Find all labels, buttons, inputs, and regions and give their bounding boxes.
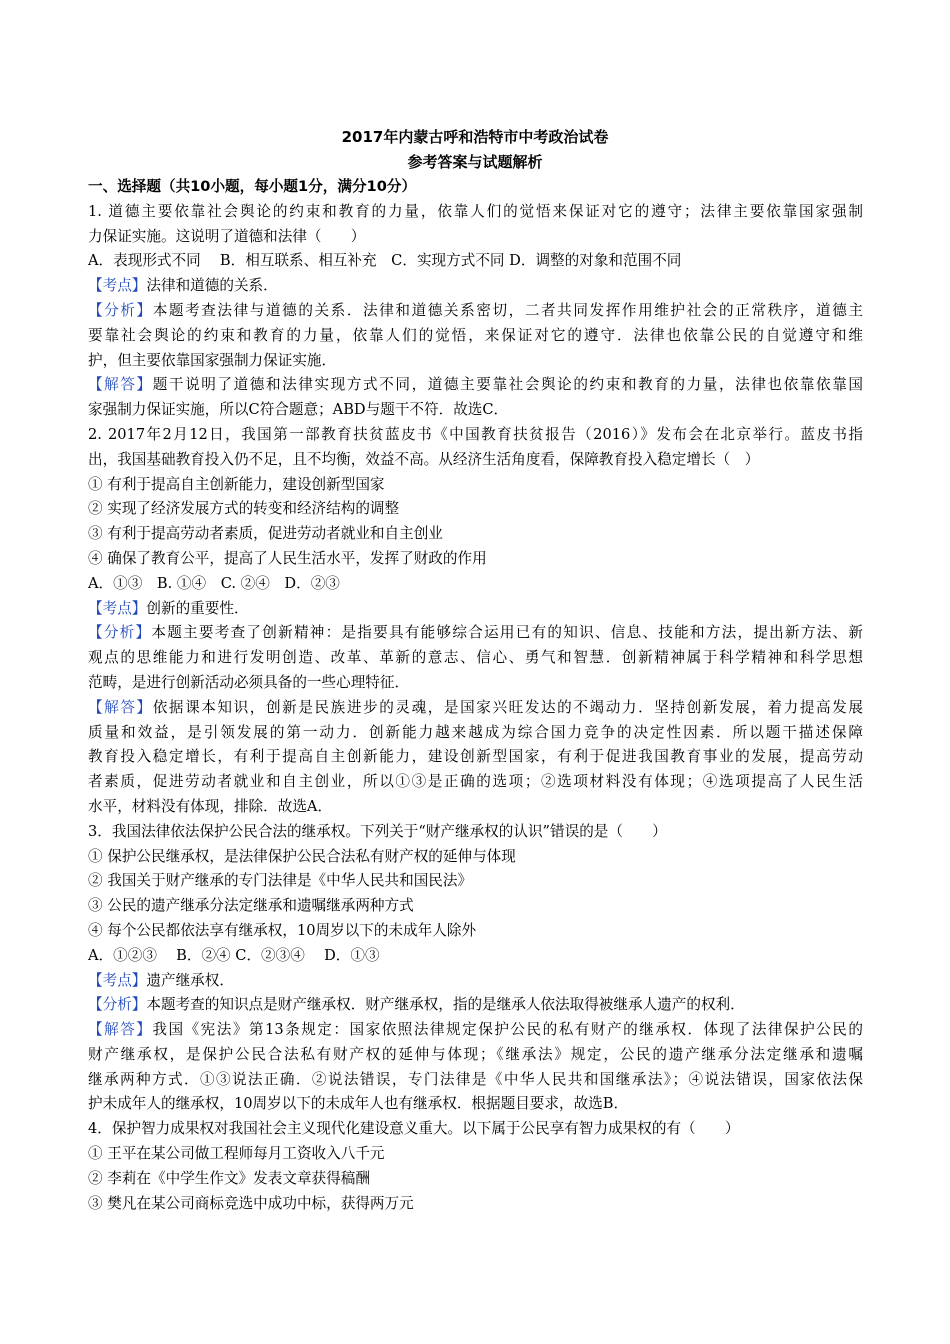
- kaodian-tag: 【考点】: [88, 599, 147, 617]
- q3-item2: ② 我国关于财产继承的专门法律是《中华人民共和国民法》: [88, 872, 473, 890]
- q2-stem-line1: 2. 2017年2月12日，我国第一部教育扶贫蓝皮书《中国教育扶贫报告（2016）》发布会在北京举行。蓝皮书指: [88, 425, 863, 443]
- q4-item1: ① 王平在某公司做工程师每月工资收入八千元: [88, 1145, 385, 1163]
- fenxi-tag: 【分析】: [88, 301, 153, 319]
- q3-jieda-line3: 继承两种方式．①③说法正确．②说法错误，专门法律是《中华人民共和国继承法》；④说法错误，国家依法保: [88, 1070, 863, 1088]
- q1-kaodian-text: 法律和道德的关系．: [146, 277, 278, 295]
- q1-jieda-line1: [88, 373, 863, 398]
- page-title: 2017年内蒙古呼和浩特市中考政治试卷: [341, 128, 609, 146]
- page-subtitle: 参考答案与试题解析: [407, 153, 543, 171]
- q3-options: A．①②③ B．②④ C．②③④ D．①③: [88, 946, 380, 964]
- q2-kaodian-text: 创新的重要性．: [146, 599, 249, 617]
- q2-item1: ① 有利于提高自主创新能力，建设创新型国家: [88, 475, 385, 493]
- q2-jieda-line5: 水平，材料没有体现，排除．故选A．: [88, 797, 333, 815]
- fenxi-tag: 【分析】: [88, 624, 152, 642]
- q2-jieda-line3: 教育投入稳定增长，有利于提高自主创新能力，建设创新型国家，有利于促进我国教育事业的发展，提高劳动: [88, 748, 863, 766]
- q4-item2: ② 李莉在《中学生作文》发表文章获得稿酬: [88, 1169, 370, 1187]
- q2-jieda-line4: 者素质，促进劳动者就业和自主创业，所以①③是正确的选项；②选项材料没有体现；④选项提高了人民生活: [88, 773, 863, 791]
- q1-fenxi-line1: [88, 299, 863, 324]
- kaodian-tag: 【考点】: [88, 971, 147, 989]
- q2-fenxi-line3: 范畴，是进行创新活动必须具备的一些心理特征．: [88, 673, 410, 691]
- q3-fenxi-text1: 本题考查的知识点是财产继承权．财产继承权，指的是继承人依法取得被继承人遗产的权利．: [146, 996, 745, 1014]
- q1-jieda-text1: 题干说明了道德和法律实现方式不同，道德主要靠社会舆论的约束和教育的力量，法律也依靠依靠国: [152, 376, 863, 394]
- jieda-tag: 【解答】: [88, 698, 153, 716]
- jieda-tag: 【解答】: [88, 376, 153, 394]
- document-body: [88, 175, 863, 1216]
- q1-fenxi-text1: 本题考查法律与道德的关系．法律和道德关系密切，二者共同发挥作用维护社会的正常秩序，道德主: [152, 301, 863, 319]
- q1-fenxi-line3: 护，但主要依靠国家强制力保证实施．: [88, 351, 337, 369]
- q3-fenxi-line1: [88, 993, 863, 1018]
- q2-fenxi-line1: [88, 621, 863, 646]
- q4-stem-line1: 4．保护智力成果权对我国社会主义现代化建设意义重大。以下属于公民享有智力成果权的有（ ）: [88, 1120, 740, 1138]
- q2-options: A．①③ B. ①④ C. ②④ D．②③: [88, 574, 340, 592]
- q2-item3: ③ 有利于提高劳动者素质，促进劳动者就业和自主创业: [88, 525, 443, 543]
- q3-kaodian-text: 遗产继承权．: [146, 971, 234, 989]
- q1-fenxi-line2: 要靠社会舆论的约束和教育的力量，依靠人们的觉悟，来保证对它的遵守．法律也依靠公民的自觉遵守和维: [88, 326, 863, 344]
- q2-jieda-text1: 依据课本知识，创新是民族进步的灵魂，是国家兴旺发达的不竭动力．坚持创新发展，着力提高发展: [152, 698, 863, 716]
- q3-stem-line1: 3．我国法律依法保护公民合法的继承权。下列关于“财产继承权的认识”错误的是（ ）: [88, 822, 667, 840]
- jieda-tag: 【解答】: [88, 1021, 153, 1039]
- q2-kaodian: [88, 597, 863, 622]
- q3-jieda-line4: 护未成年人的继承权，10周岁以下的未成年人也有继承权．根据题目要求，故选B．: [88, 1095, 629, 1113]
- q2-fenxi-line2: 观点的思维能力和进行发明创造、改革、革新的意志、信心、勇气和智慧．创新精神属于科学精神和科学思想: [88, 649, 863, 667]
- q3-jieda-text1: 我国《宪法》第13条规定：国家依照法律规定保护公民的私有财产的继承权．体现了法律保护公民的: [152, 1021, 863, 1039]
- q1-stem-line2: 力保证实施。这说明了道德和法律（ ）: [88, 227, 366, 245]
- fenxi-tag: 【分析】: [88, 996, 147, 1014]
- q2-jieda-line2: 质量和效益，是引领发展的第一动力．创新能力越来越成为综合国力竞争的决定性因素．所以题干描述保障: [88, 723, 863, 741]
- q2-jieda-line1: [88, 696, 863, 721]
- q4-item3: ③ 樊凡在某公司商标竞选中成功中标，获得两万元: [88, 1194, 414, 1212]
- q1-options: A．表现形式不同 B．相互联系、相互补充 C．实现方式不同 D．调整的对象和范围不同: [88, 252, 682, 270]
- q1-kaodian: [88, 274, 863, 299]
- kaodian-tag: 【考点】: [88, 277, 147, 295]
- q1-jieda-line2: 家强制力保证实施，所以C符合题意；ABD与题干不符．故选C．: [88, 401, 509, 419]
- q3-kaodian: [88, 969, 863, 994]
- q3-item3: ③ 公民的遗产继承分法定继承和遗嘱继承两种方式: [88, 897, 414, 915]
- q3-jieda-line1: [88, 1018, 863, 1043]
- q2-item2: ② 实现了经济发展方式的转变和经济结构的调整: [88, 500, 400, 518]
- q2-stem-line2: 出，我国基础教育投入仍不足，且不均衡，效益不高。从经济生活角度看，保障教育投入稳定增长（ ）: [88, 450, 760, 468]
- q1-stem-line1: 1. 道德主要依靠社会舆论的约束和教育的力量，依靠人们的觉悟来保证对它的遵守；法律主要依靠国家强制: [88, 202, 863, 220]
- section-heading: 一、选择题（共10小题，每小题1分，满分10分）: [88, 178, 417, 195]
- q3-item1: ① 保护公民继承权，是法律保护公民合法私有财产权的延伸与体现: [88, 847, 516, 865]
- q2-item4: ④ 确保了教育公平，提高了人民生活水平，发挥了财政的作用: [88, 549, 487, 567]
- q3-jieda-line2: 财产继承权，是保护公民合法私有财产权的延伸与体现；《继承法》规定，公民的遗产继承分法定继承和遗嘱: [88, 1045, 863, 1063]
- q2-fenxi-text1: 本题主要考查了创新精神：是指要具有能够综合运用已有的知识、信息、技能和方法，提出新方法、新: [151, 624, 863, 642]
- q3-item4: ④ 每个公民都依法享有继承权，10周岁以下的未成年人除外: [88, 921, 477, 939]
